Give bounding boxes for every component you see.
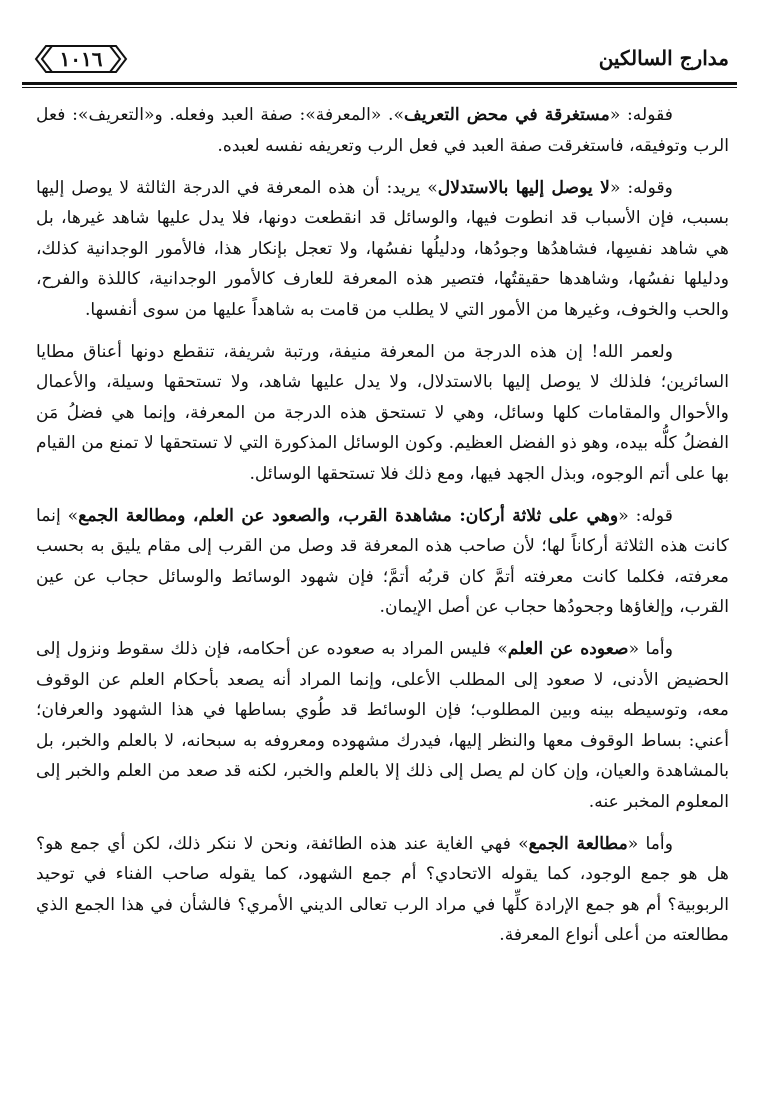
paragraph	[36, 634, 729, 817]
page-number-label: ١٠١٦	[59, 47, 103, 71]
paragraph-segment: ولعمر الله! إن هذه الدرجة من المعرفة منيفة، ورتبة شريفة، تنقطع دونها أعناق مطايا السائرين؛ فلذلك لا يوصل إليها بالاستدلال، ولا يدل عليها شاهد، ولا تستحقها وسيلة، والأعمال والأحوال والمقامات كلها وسائل، وهي لا تستحق هذه الدرجة من المعرفة، وإنما هي فضلُ مَن الفضلُ كلُّه بيده، وهو ذو الفضل العظيم. وكون الوسائل المذكورة التي لا تستحقها لا تمنع من القيام بها على أتم الوجوه، وبذل الجهد فيها، ومع ذلك فلا تستحقها الوسائل.	[36, 341, 729, 484]
paragraph-segment: وقوله: «	[609, 177, 673, 198]
main-text	[36, 100, 729, 962]
paragraph-segment: ». «المعرفة»: صفة العبد وفعله. و«التعريف»: فعل الرب وتوفيقه، فاستغرقت صفة العبد في فعل الرب وتعريفه نفسه لعبده.	[36, 105, 729, 156]
paragraph-segment: قوله: «	[618, 505, 673, 526]
paragraph	[36, 337, 729, 490]
quoted-phrase: لا يوصل إليها بالاستدلال	[437, 177, 610, 198]
paragraph-segment: فقوله: «	[609, 105, 674, 125]
quoted-phrase: وهي على ثلاثة أركان: مشاهدة القرب، والصعود عن العلم، ومطالعة الجمع	[78, 505, 619, 526]
paragraph-segment: » فهي الغاية عند هذه الطائفة، ونحن لا ننكر ذلك، لكن أي جمع هو؟ هل هو جمع الوجود، كما يقوله الاتحادي؟ أم جمع الشهود، كما يقوله صاحب الفناء في توحيد الربوبية؟ أم هو جمع الإرادة كلِّها في مراد الرب تعالى الديني الأمري؟ فالشأن في هذا الجمع الذي مطالعته من أعلى أنواع المعرفة.	[36, 833, 729, 945]
quoted-phrase: مستغرقة في محض التعريف	[404, 105, 610, 125]
paragraph	[36, 501, 729, 623]
book-title: مدارج السالكين	[598, 46, 729, 70]
paragraph-segment: » إنما كانت هذه الثلاثة أركاناً لها؛ لأن صاحب هذه المعرفة قد وصل من القرب إلى مقام يليق به بحسب معرفته، فكلما كانت معرفته أتمَّ كان قربُه أتمَّ؛ فإن شهود الوسائط والوسائل حجاب عن عين القرب، وإلغاؤها وجحودُها حجاب عن أصل الإيمان.	[36, 505, 729, 617]
page-number	[34, 44, 128, 74]
header-rule-thin	[22, 87, 737, 88]
quoted-phrase: صعوده عن العلم	[507, 639, 629, 659]
paragraph-segment: وأما «	[628, 639, 673, 659]
paragraph-segment: وأما «	[627, 833, 674, 854]
quoted-phrase: مطالعة الجمع	[528, 833, 628, 854]
paragraph	[36, 173, 729, 326]
paragraph-segment: » فليس المراد به صعوده عن أحكامه، فإن ذلك سقوط ونزول إلى الحضيض الأدنى، لا صعود إلى المطلب الأعلى، وإنما المراد أنه يصعد بأحكام العلم عن الوقوف معه، وتوسيطه بينه وبين المطلوب؛ فإن الوسائط قد طُوي بساطها في هذا الشهود والعرفان؛ أعني: بساط الوقوف معها والنظر إليها، فيدرك مشهوده ومعروفه به سبحانه، لا بالعلم والخبر، بل بالمشاهدة والعيان، وإن كان لم يصل إلى ذلك إلا بالعلم والخبر، لكنه قد صعد من العلم والخبر إلى المعلوم المخبر عنه.	[36, 639, 729, 812]
paragraph	[36, 829, 729, 951]
paragraph-segment: » يريد: أن هذه المعرفة في الدرجة الثالثة لا يوصل إليها بسبب، فإن الأسباب قد انطوت فيها، والوسائل قد انقطعت دونها، فلا يدل عليها شاهد غيرها، بل هي شاهد نفسِها، فشاهدُها وجودُها، ودليلُها نفسُها، ولا تعجل بإنكار هذا، فالأمور الوجدانية كذلك، ودليلها نفسُها، وشاهدها حقيقتُها، فتصير هذه المعرفة للعارف كالأمور الوجدانية، كاللذة والفرح، والحب والخوف، وغيرها من الأمور التي لا يطلب من قامت به شاهداً عليها من سوى أنفسها.	[36, 177, 729, 320]
header-rule-thick	[22, 82, 737, 85]
page-header	[22, 38, 737, 88]
paragraph	[36, 100, 729, 161]
